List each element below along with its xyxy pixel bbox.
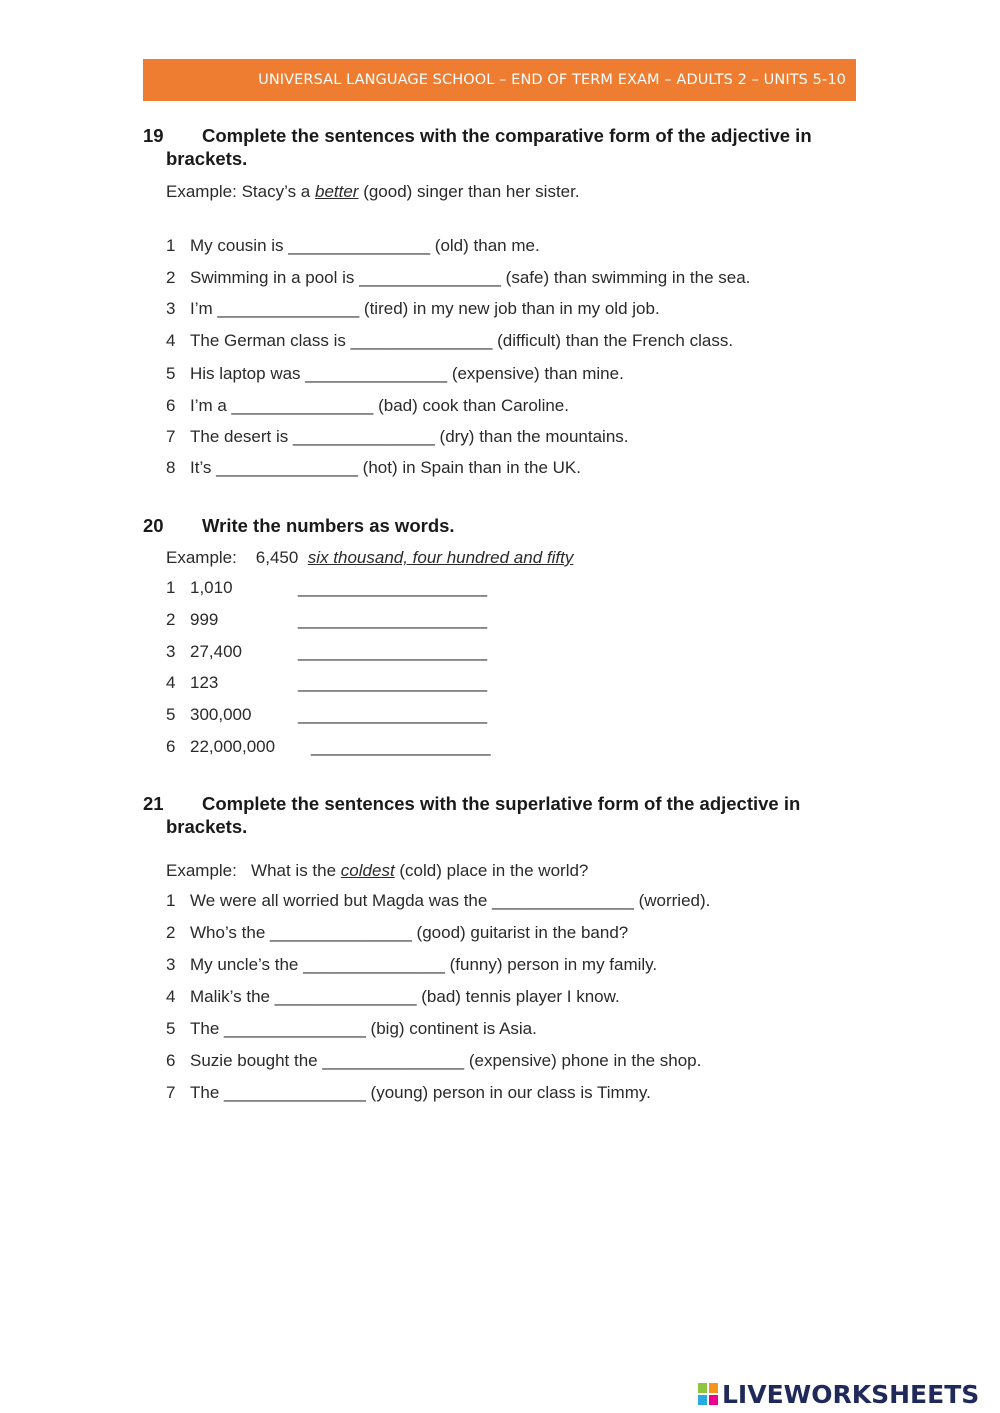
exercise-item[interactable]: 6 I’m a _______________ (bad) cook than Caroline. [166, 396, 569, 415]
section-19-example: Example: Stacy’s a better (good) singer than her sister. [166, 182, 580, 201]
liveworksheets-logo [697, 1380, 979, 1408]
exercise-item[interactable]: 5 His laptop was _______________ (expensive) than mine. [166, 364, 624, 383]
header-banner [143, 59, 856, 101]
section-21-heading [143, 792, 863, 838]
section-title: Complete the sentences with the comparative form of the adjective in brackets. [166, 125, 812, 169]
number-item: 3 27,400 [166, 642, 242, 661]
example-answer: six thousand, four hundred and fifty [307, 548, 574, 567]
example-answer: coldest [340, 861, 395, 880]
logo-text: LIVEWORKSHEETS [722, 1379, 980, 1409]
exercise-item[interactable]: 4 The German class is _______________ (difficult) than the French class. [166, 331, 734, 350]
answer-blank[interactable]: ___________________ [311, 737, 491, 756]
exercise-item[interactable]: 7 The _______________ (young) person in our class is Timmy. [166, 1083, 651, 1102]
banner-text: UNIVERSAL LANGUAGE SCHOOL – END OF TERM EXAM – ADULTS 2 – UNITS 5-10 [258, 72, 846, 88]
section-number: 19 [143, 125, 164, 146]
answer-blank[interactable]: ____________________ [298, 705, 488, 724]
number-item: 4 123 [166, 673, 219, 692]
exercise-item[interactable]: 2 Who’s the _______________ (good) guitarist in the band? [166, 923, 629, 942]
exercise-item[interactable]: 7 The desert is _______________ (dry) than the mountains. [166, 427, 629, 446]
exercise-item[interactable]: 2 Swimming in a pool is _______________ (safe) than swimming in the sea. [166, 268, 751, 287]
section-number: 20 [143, 515, 164, 536]
answer-blank[interactable]: ____________________ [298, 610, 488, 629]
section-title: Complete the sentences with the superlative form of the adjective in brackets. [166, 793, 801, 837]
section-21-example: Example: What is the coldest (cold) place in the world? [166, 861, 589, 880]
section-20-example: Example: 6,450 six thousand, four hundred and fifty [166, 548, 574, 567]
section-number: 21 [143, 793, 164, 814]
answer-blank[interactable]: ____________________ [298, 578, 488, 597]
exercise-item[interactable]: 6 Suzie bought the _______________ (expensive) phone in the shop. [166, 1051, 702, 1070]
exercise-item[interactable]: 1 My cousin is _______________ (old) than me. [166, 236, 540, 255]
exercise-item[interactable]: 1 We were all worried but Magda was the _______________ (worried). [166, 891, 711, 910]
section-20-heading [143, 514, 863, 537]
answer-blank[interactable]: ____________________ [298, 642, 488, 661]
exercise-item[interactable]: 5 The _______________ (big) continent is Asia. [166, 1019, 537, 1038]
section-19-heading [143, 124, 863, 170]
number-item: 2 999 [166, 610, 219, 629]
section-title: Write the numbers as words. [202, 515, 455, 536]
number-item: 6 22,000,000 [166, 737, 276, 756]
exercise-item[interactable]: 4 Malik’s the _______________ (bad) tennis player I know. [166, 987, 620, 1006]
example-answer: better [314, 182, 359, 201]
answer-blank[interactable]: ____________________ [298, 673, 488, 692]
number-item: 5 300,000 [166, 705, 252, 724]
logo-icon [697, 1382, 719, 1406]
exercise-item[interactable]: 3 My uncle’s the _______________ (funny) person in my family. [166, 955, 658, 974]
exercise-item[interactable]: 8 It’s _______________ (hot) in Spain than in the UK. [166, 458, 581, 477]
number-item: 1 1,010 [166, 578, 233, 597]
exercise-item[interactable]: 3 I’m _______________ (tired) in my new job than in my old job. [166, 299, 660, 318]
